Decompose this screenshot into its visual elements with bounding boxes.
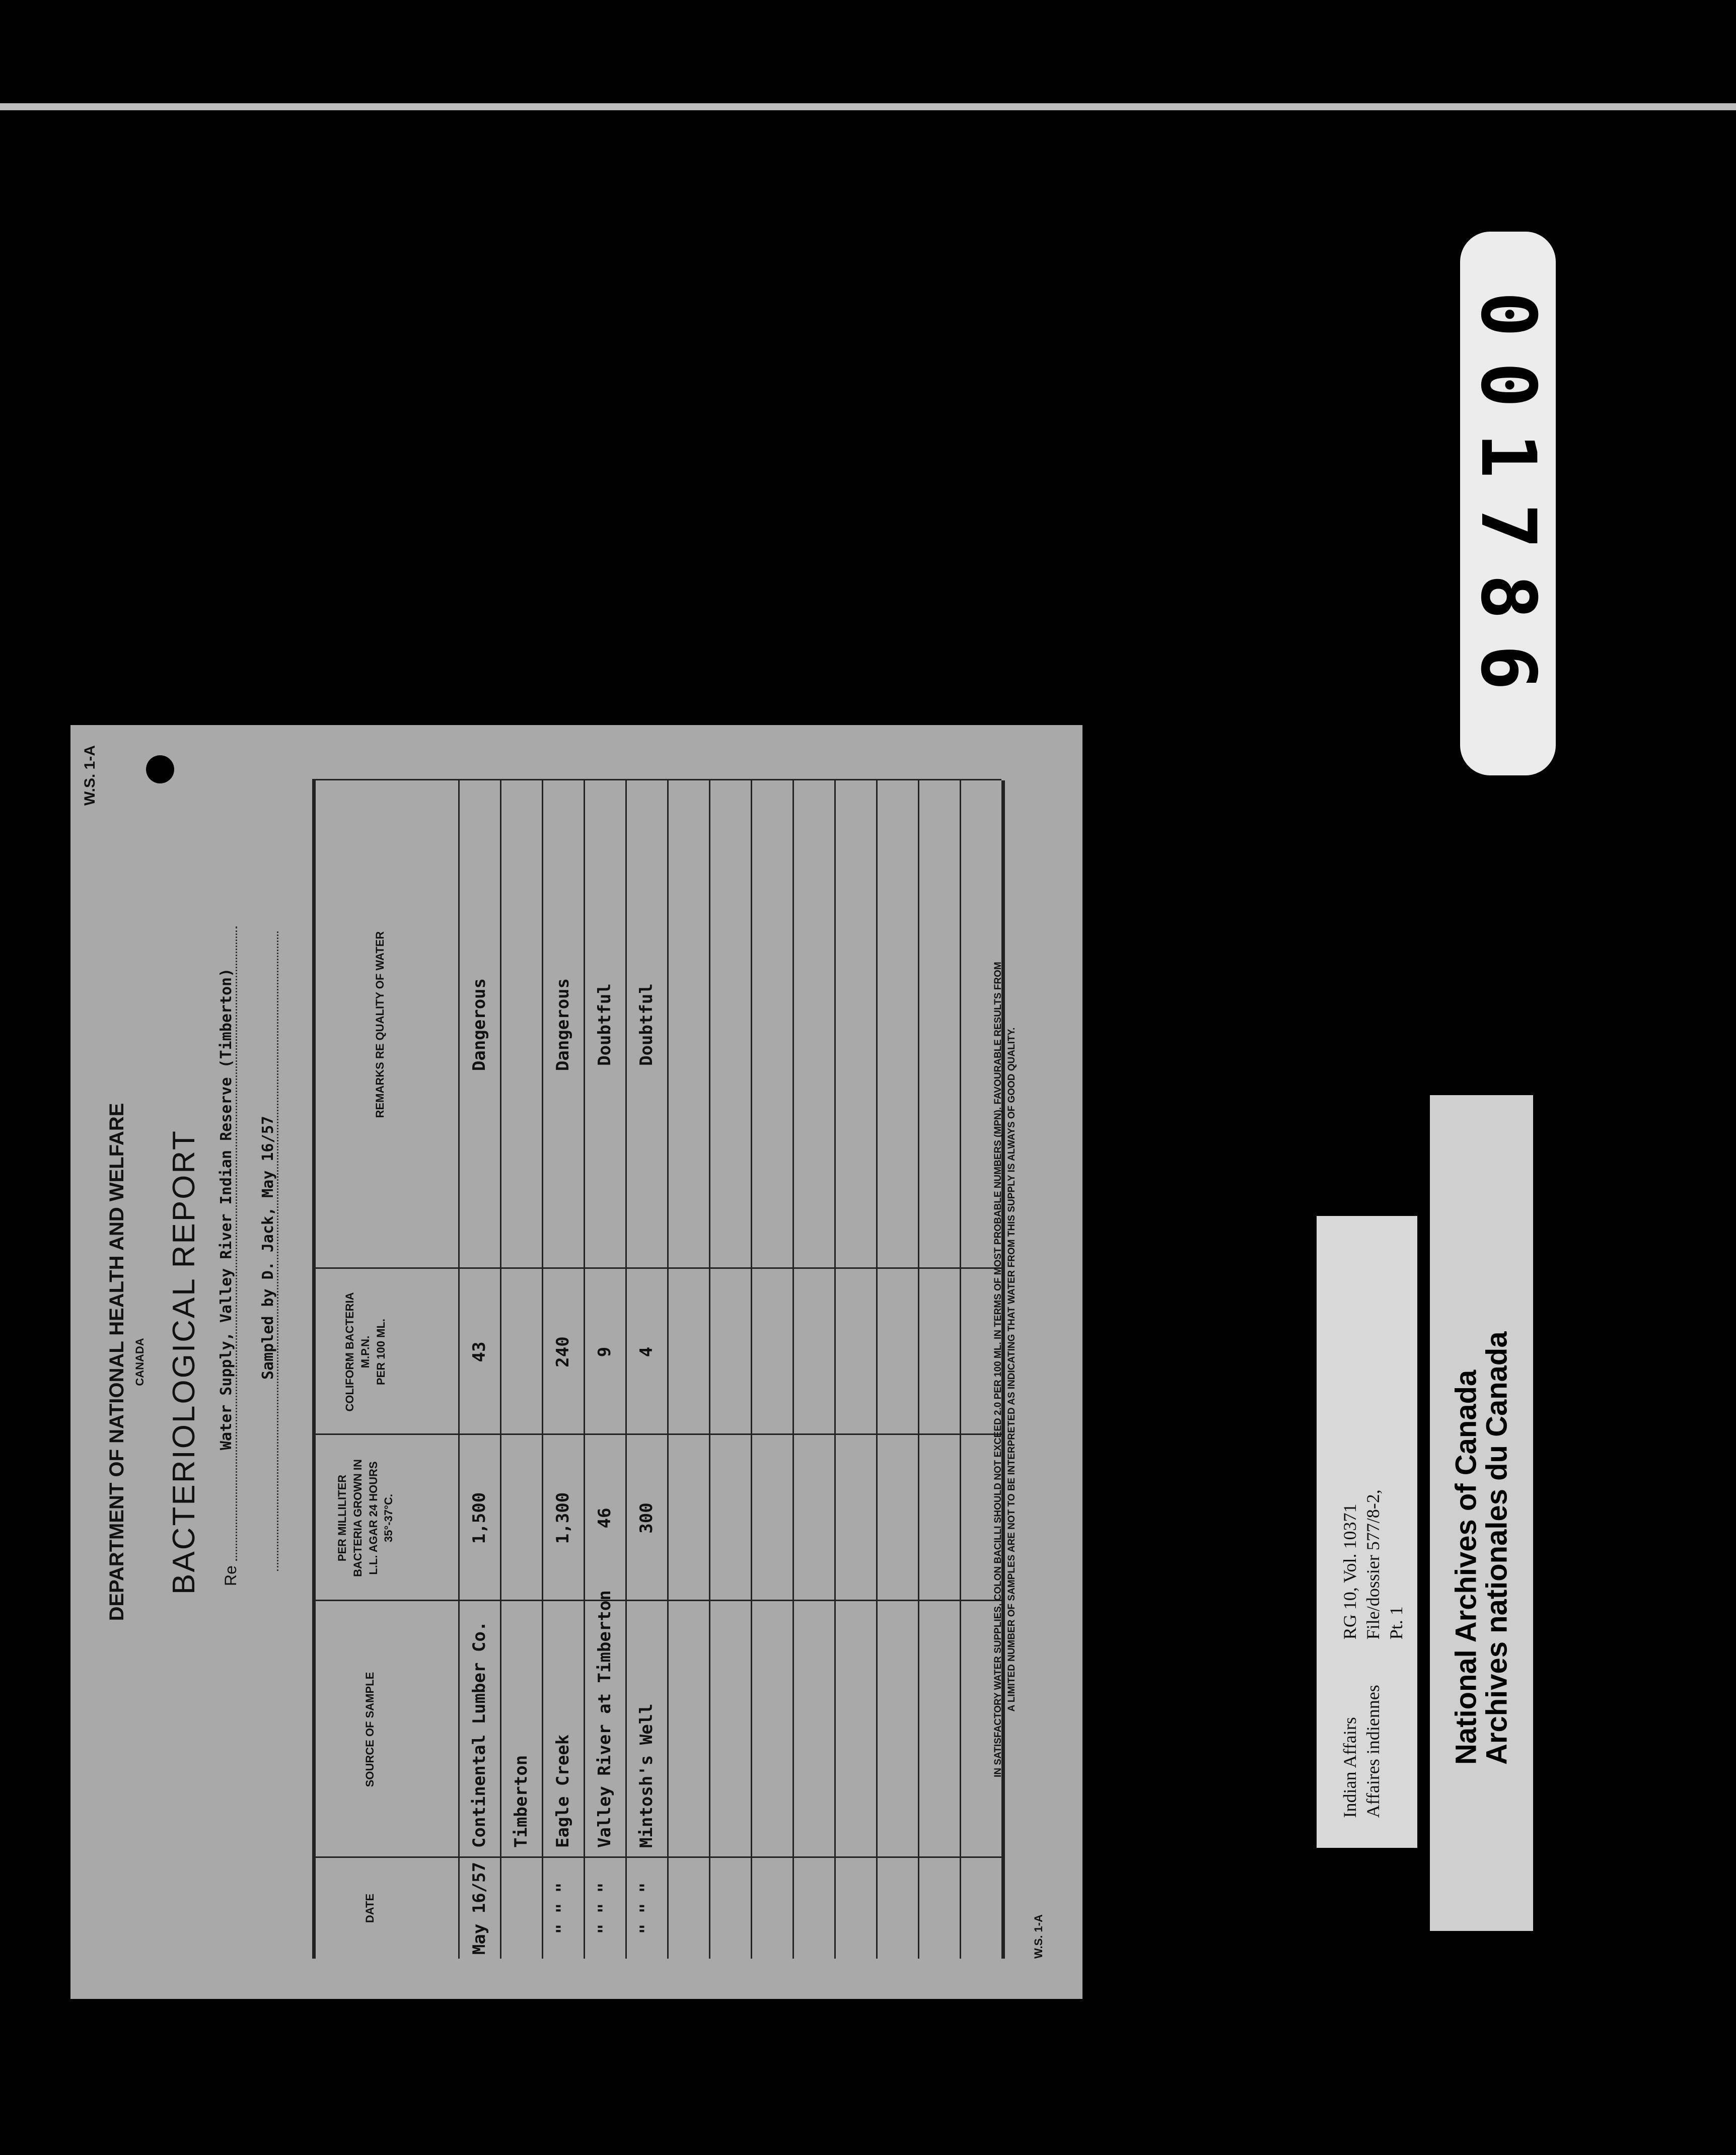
archives-name-en: National Archives of Canada [1449,1370,1482,1765]
report-sheet [70,725,1082,1999]
archives-name-fr: Archives nationales du Canada [1480,1331,1513,1765]
column-divider [312,1856,1001,1858]
re-underline [236,926,237,1561]
cell-source: Mintosh's Well [636,1703,657,1848]
header-bacteria [335,1435,397,1601]
footnote [992,780,1019,1959]
film-top-line [0,103,1736,110]
reference-part: Pt. 1 [1386,1606,1406,1639]
cell-remarks: Doubtful [636,983,657,1066]
row-rule [625,780,627,1959]
row-rule [876,780,878,1959]
row-rule [960,780,961,1959]
cell-coliform: 9 [595,1346,615,1357]
row-rule [584,780,585,1959]
cell-bacteria: 1,300 [553,1492,573,1544]
header-date: DATE [364,1893,376,1923]
cell-source: Valley River at Timberton [595,1590,615,1848]
re-value: Water Supply, Valley River Indian Reserve (Timberton) [218,968,235,1450]
cell-remarks: Dangerous [553,978,573,1071]
re-label: Re [222,1565,240,1586]
reference-file: File/dossier 577/8-2, [1363,1489,1383,1639]
row-rule [834,780,836,1959]
header-coliform [342,1269,389,1435]
country-heading: CANADA [133,1338,146,1386]
cell-remarks: Dangerous [469,978,489,1071]
row-rule [918,780,919,1959]
frame-number-label [1460,232,1556,775]
header-coliform-line3: PER 100 ML. [374,1318,387,1386]
header-source: SOURCE OF SAMPLE [364,1672,376,1787]
row-rule [709,780,710,1959]
sampled-by: Sampled by D. Jack, May 16/57 [259,1116,277,1380]
form-code-bottom: W.S. 1-A [1032,1914,1045,1959]
row-rule [792,780,794,1959]
column-divider [312,1267,1001,1269]
row-rule [500,780,501,1959]
header-remarks: REMARKS RE QUALITY OF WATER [374,931,386,1118]
frame-number-text: 001786 [1464,292,1552,715]
column-divider [312,1600,1001,1601]
header-bacteria-line1: PER MILLILITER [336,1474,348,1562]
row-rule [751,780,752,1959]
cell-bacteria: 46 [595,1507,615,1529]
cell-date: May 16/57 [469,1861,489,1955]
form-code-top: W.S. 1-A [82,745,98,806]
cell-coliform: 4 [636,1346,657,1357]
sampled-underline [277,931,278,1571]
cell-source: Eagle Creek [553,1734,573,1848]
cell-source: Timberton [511,1755,531,1848]
table-top-rule [312,780,316,1959]
row-rule [542,780,543,1959]
cell-bacteria: 1,500 [469,1492,489,1544]
cell-coliform: 240 [553,1336,573,1368]
department-heading: DEPARTMENT OF NATIONAL HEALTH AND WELFARE [106,1103,128,1621]
header-bacteria-line2: BACTERIA GROWN IN [351,1459,364,1577]
cell-date: " " " [553,1882,573,1934]
cell-coliform: 43 [469,1341,489,1362]
report-form [70,725,1082,1999]
report-title: BACTERIOLOGICAL REPORT [167,1129,201,1595]
header-coliform-line2: M.P.N. [358,1335,372,1369]
reference-volume: RG 10, Vol. 10371 [1340,1503,1360,1639]
cell-bacteria: 300 [636,1502,657,1534]
cell-source: Continental Lumber Co. [469,1621,489,1848]
column-divider [312,779,1001,780]
column-divider [312,1433,1001,1435]
reference-fonds-en: Indian Affairs [1340,1716,1360,1818]
cell-date: " " " [636,1882,657,1934]
header-bottom-rule [458,780,460,1959]
header-bacteria-line4: 35°-37°C. [382,1494,395,1542]
footnote-line1: IN SATISFACTORY WATER SUPPLIES, COLON BACILLI SHOULD NOT EXCEED 2.0 PER 100 ML. IN TERMS OF MOST PROBABLE NUMBERS (MPN). FAVOURABLE RESULTS FROM [993,962,1003,1777]
header-bacteria-line3: L.L. AGAR 24 HOURS [367,1461,380,1575]
archives-label-card [1430,1095,1533,1931]
archive-reference-card [1317,1216,1417,1848]
cell-remarks: Doubtful [595,983,615,1066]
cell-date: " " " [595,1882,615,1934]
footnote-line2: A LIMITED NUMBER OF SAMPLES ARE NOT TO BE INTERPRETED AS INDICATING THAT WATER FROM THIS SUPPLY IS ALWAYS OF GOOD QUALITY. [1006,1027,1017,1712]
header-coliform-line1: COLIFORM BACTERIA [343,1292,356,1412]
row-rule [667,780,669,1959]
reference-fonds-fr: Affaires indiennes [1363,1684,1383,1818]
